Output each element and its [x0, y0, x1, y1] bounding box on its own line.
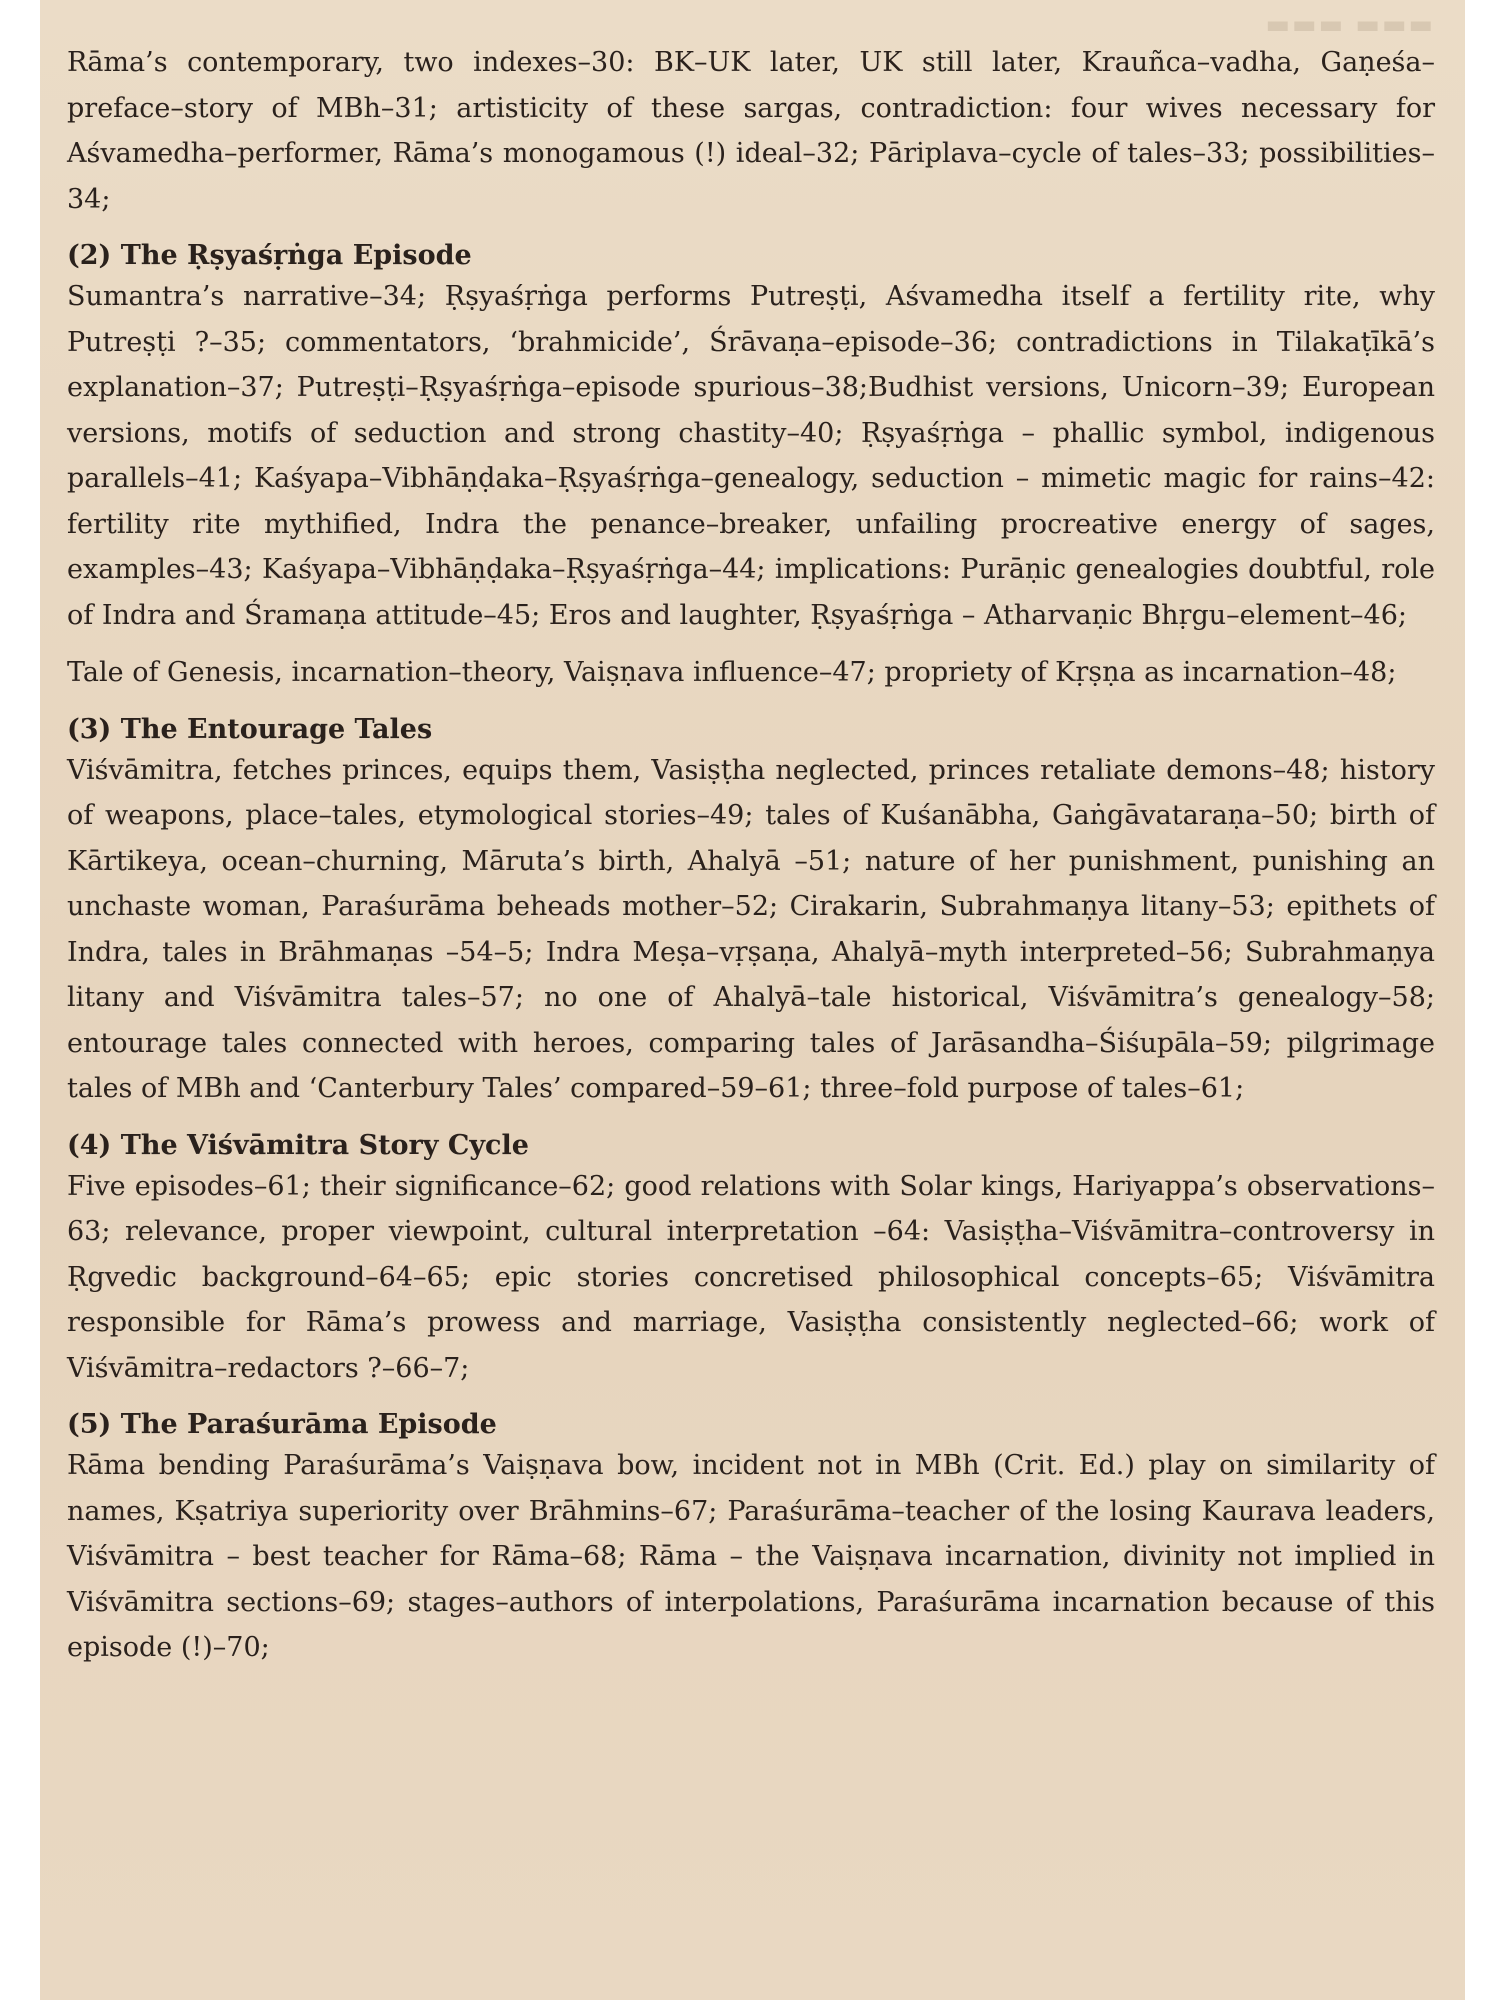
page-content — [67, 40, 1435, 1671]
section-paragraph: Rāma bending Paraśurāma’s Vaiṣṇava bow, incident not in MBh (Crit. Ed.) play on similarity of names, Kṣatriya superiority over Brāhmins–67; Paraśurāma–teacher of the losing Kaurava leaders, Viśvāmitra – best teacher for Rāma–68; Rāma – the Vaiṣṇava incarnation, divinity not implied in Viśvāmitra sections–69; stages–authors of interpolations, Paraśurāma incarnation because of this episode (!)–70; — [67, 1450, 1435, 1663]
section-heading-entourage: (3) The Entourage Tales — [67, 713, 433, 745]
section-heading-visvamitra: (4) The Viśvāmitra Story Cycle — [67, 1129, 529, 1161]
section-heading-parasurama: (5) The Paraśurāma Episode — [67, 1409, 497, 1440]
intro-paragraph: Rāma’s contemporary, two indexes–30: BK–UK later, UK still later, Krauñca–vadha, Gaṇeśa–preface–story of MBh–31; artisticity of these sargas, contradiction: four wives necessary for Aśvamedha–performer, Rāma’s monogamous (!) ideal–32; Pāriplava–cycle of tales–33; possibilities–34; — [67, 47, 1435, 215]
section-paragraph: Tale of Genesis, incarnation–theory, Vaiṣṇava influence–47; propriety of Kṛṣṇa as incarnation–48; — [67, 657, 1397, 688]
section-paragraph: Sumantra’s narrative–34; Ṛṣyaśṛṅga performs Putreṣṭi, Aśvamedha itself a fertility rite, why Putreṣṭi ?–35; commentators, ‘brahmicide’, Śrāvaṇa–episode–36; contradictions in Tilakaṭīkā’s explanation–37; Putreṣṭi–Ṛṣyaśṛṅga–episode spurious–38;Budhist versions, Unicorn–39; European versions, motifs of seduction and strong chastity–40; Ṛṣyaśṛṅga – phallic symbol, indigenous parallels–41; Kaśyapa–Vibhāṇḍaka–Ṛṣyaśṛṅga–genealogy, seduction – mimetic magic for rains–42: fertility rite mythified, Indra the penance–breaker, unfailing procreative energy of sages, examples–43; Kaśyapa–Vibhāṇḍaka–Ṛṣyaśṛṅga–44; implications: Purāṇic genealogies doubtful, role of Indra and Śramaṇa attitude–45; Eros and laughter, Ṛṣyaśṛṅga – Atharvaṇic Bhṛgu–element–46; — [67, 281, 1435, 631]
section-heading-rsyasrnga: (2) The Ṛṣyaśṛṅga Episode — [67, 240, 472, 271]
document-page — [40, 0, 1465, 2000]
show-through-artifact: ▬▬▬ ▬▬▬ — [1265, 10, 1435, 40]
section-paragraph: Five episodes–61; their significance–62; good relations with Solar kings, Hariyappa’s observations–63; relevance, proper viewpoint, cultural interpretation –64: Vasiṣṭha–Viśvāmitra–controversy in Ṛgvedic background–64–65; epic stories concretised philosophical concepts–65; Viśvāmitra responsible for Rāma’s prowess and marriage, Vasiṣṭha consistently neglected–66; work of Viśvāmitra–redactors ?–66–7; — [67, 1170, 1435, 1384]
section-paragraph: Viśvāmitra, fetches princes, equips them, Vasiṣṭha neglected, princes retaliate demons–48; history of weapons, place–tales, etymological stories–49; tales of Kuśanābha, Gaṅgāvataraṇa–50; birth of Kārtikeya, ocean–churning, Māruta’s birth, Ahalyā –51; nature of her punishment, punishing an unchaste woman, Paraśurāma beheads mother–52; Cirakarin, Subrahmaṇya litany–53; epithets of Indra, tales in Brāhmaṇas –54–5; Indra Meṣa–vṛṣaṇa, Ahalyā–myth interpreted–56; Subrahmaṇya litany and Viśvāmitra tales–57; no one of Ahalyā–tale historical, Viśvāmitra’s genealogy–58; entourage tales connected with heroes, comparing tales of Jarāsandha–Śiśupāla–59; pilgrimage tales of MBh and ‘Canterbury Tales’ compared–59–61; three–fold purpose of tales–61; — [67, 754, 1435, 1104]
